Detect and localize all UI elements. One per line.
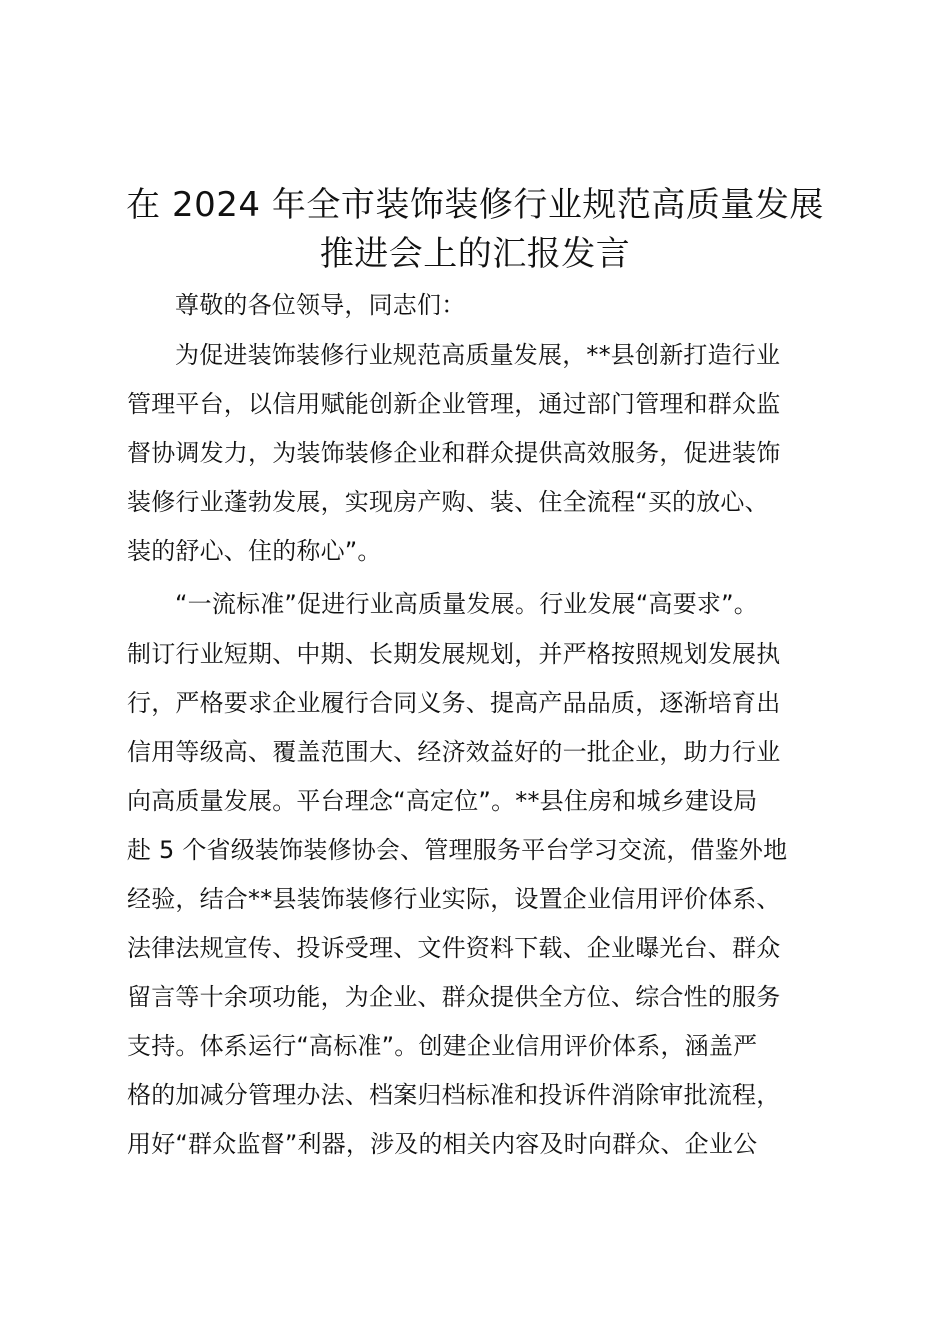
paragraph-line: 行，严格要求企业履行合同义务、提高产品品质，逐渐培育出 (127, 689, 781, 717)
paragraph-line: 为促进装饰装修行业规范高质量发展，**县创新打造行业 (175, 341, 781, 369)
salutation: 尊敬的各位领导，同志们： (175, 291, 466, 319)
document-title-line-1: 在 2024 年全市装饰装修行业规范高质量发展 (126, 185, 824, 225)
paragraph-line: 支持。体系运行“高标准”。创建企业信用评价体系，涵盖严 (127, 1032, 758, 1060)
paragraph-line: 制订行业短期、中期、长期发展规划，并严格按照规划发展执 (127, 640, 781, 668)
paragraph-line: 信用等级高、覆盖范围大、经济效益好的一批企业，助力行业 (127, 738, 781, 766)
paragraph-line: 装修行业蓬勃发展，实现房产购、装、住全流程“买的放心、 (127, 488, 769, 516)
paragraph-line: 向高质量发展。平台理念“高定位”。**县住房和城乡建设局 (127, 787, 758, 815)
paragraph-line: 用好“群众监督”利器，涉及的相关内容及时向群众、企业公 (127, 1130, 758, 1158)
paragraph-line: 留言等十余项功能，为企业、群众提供全方位、综合性的服务 (127, 983, 781, 1011)
paragraph-line: 赴 5 个省级装饰装修协会、管理服务平台学习交流，借鉴外地 (127, 836, 788, 864)
paragraph-line: “一流标准”促进行业高质量发展。行业发展“高要求”。 (175, 590, 758, 618)
paragraph-line: 法律法规宣传、投诉受理、文件资料下载、企业曝光台、群众 (127, 934, 781, 962)
document-title-line-2: 推进会上的汇报发言 (319, 234, 631, 274)
paragraph-line: 督协调发力，为装饰装修企业和群众提供高效服务，促进装饰 (127, 439, 781, 467)
paragraph-line: 经验，结合**县装饰装修行业实际，设置企业信用评价体系、 (127, 885, 781, 913)
paragraph-line: 格的加减分管理办法、档案归档标准和投诉件消除审批流程， (127, 1081, 781, 1109)
paragraph-line: 管理平台，以信用赋能创新企业管理，通过部门管理和群众监 (127, 390, 781, 418)
paragraph-line: 装的舒心、住的称心”。 (127, 537, 382, 565)
